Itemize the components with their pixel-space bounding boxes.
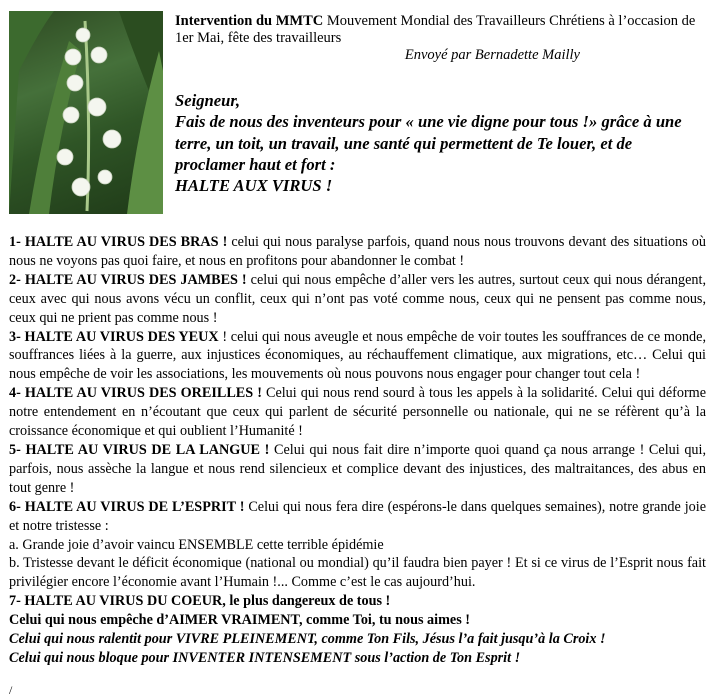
item-text: celui qui nous paralyse parfois, quand nous nous trouvons devant des situations où nous ne voyons pas quoi faire, et nous en profitons pour abandonner le combat !: [9, 234, 706, 269]
item-title: 7- HALTE AU VIRUS DU COEUR, le plus dangereux de tous !: [9, 593, 391, 610]
item-text: Celui qui nous fera dire (espérons-le dans quelques semaines), notre grande joie et notre tristesse :: [9, 498, 706, 534]
item-title: 3- HALTE AU VIRUS DES YEUX: [9, 328, 219, 345]
item-4: [9, 384, 706, 441]
intro-block: [175, 13, 700, 64]
item-title: 4- HALTE AU VIRUS DES OREILLES !: [9, 385, 262, 402]
item-title: 1- HALTE AU VIRUS DES BRAS !: [9, 234, 228, 250]
footer-mark: /: [9, 683, 13, 697]
item-7-title: [9, 592, 706, 611]
item-7-line-love: [9, 611, 706, 630]
prayer-block: [175, 90, 705, 196]
item-text: ! celui qui nous aveugle et nous empêche de voir toutes les souffrances de ce monde, souffrances liées à la guerre, aux injustices économiques, au réchauffement climatique, aux migrations, etc… Celui qui nous empêche de voir les associations, les mouvements où nous pouvons nous engager pour changer tout cela !: [9, 328, 706, 383]
prayer-exclamation: HALTE AUX VIRUS !: [175, 176, 333, 196]
org-description: Mouvement Mondial des Travailleurs Chrétiens à l’occasion de 1er Mai, fête des travailleurs: [175, 13, 696, 46]
item-7-line-invent: Celui qui nous bloque pour INVENTER INTENSEMENT sous l’action de Ton Esprit !: [9, 649, 521, 666]
item-title: 6- HALTE AU VIRUS DE L’ESPRIT !: [9, 498, 245, 515]
item-title: 5- HALTE AU VIRUS DE LA LANGUE !: [9, 441, 270, 458]
item-2: [9, 271, 706, 328]
item-text: Celui qui nous fait dire n’importe quoi quand ça nous arrange ! Celui qui, parfois, nous assèche la langue et nous rend silencieux et complice devant des injustices, des maltraitances, des abus en tout genre !: [9, 441, 706, 496]
item-1: [9, 233, 706, 271]
intro-line: [175, 13, 700, 47]
item-text: Celui qui nous empêche d’AIMER VRAIMENT, comme Toi, tu nous aimes !: [9, 612, 470, 629]
item-title: 2- HALTE AU VIRUS DES JAMBES !: [9, 271, 247, 288]
sub-item-b: b. Tristesse devant le déficit économique (national ou mondial) qu’il faudra bien payer ! Et si ce virus de l’Esprit nous fait privilégier encore l’économie avant l’Humain !... Comme c’est le cas aujourd’hui.: [9, 555, 706, 591]
sub-item-a: a. Grande joie d’avoir vaincu ENSEMBLE cette terrible épidémie: [9, 536, 384, 553]
body-text: [9, 233, 706, 668]
item-3: [9, 328, 706, 385]
item-text: celui qui nous empêche d’aller vers les autres, surtout ceux qui nous dérangent, ceux avec qui nous avons vécu un conflit, ceux qui n’ont pas voté comme nous, ceux qui ne pensent pas comme nous, ceux qui ne prient pas comme nous !: [9, 271, 707, 326]
item-7-line-live: Celui qui nous ralentit pour VIVRE PLEINEMENT, comme Ton Fils, Jésus l’a fait jusqu’à la Croix !: [9, 631, 606, 648]
flower-illustration: [9, 11, 163, 214]
prayer-salutation: Seigneur,: [175, 91, 241, 110]
item-6: [9, 498, 706, 536]
org-name: Intervention du MMTC: [175, 13, 324, 29]
prayer-invocation: Fais de nous des inventeurs pour « une vie digne pour tous !» grâce à une terre, un toit, un travail, une santé qui permettent de Te louer, et de proclamer haut et fort :: [175, 112, 682, 174]
sender-line: Envoyé par Bernadette Mailly: [404, 47, 580, 63]
item-text: Celui qui nous rend sourd à tous les appels à la solidarité. Celui qui déforme notre entendement en n’écoutant que ceux qui parlent de sécurité personnelle ou nationale, qui ne se réfèrent qu’à la croissance économique et qui oublient l’Humanité !: [9, 385, 706, 440]
item-5: [9, 441, 706, 498]
lily-of-the-valley-image: [9, 11, 163, 214]
